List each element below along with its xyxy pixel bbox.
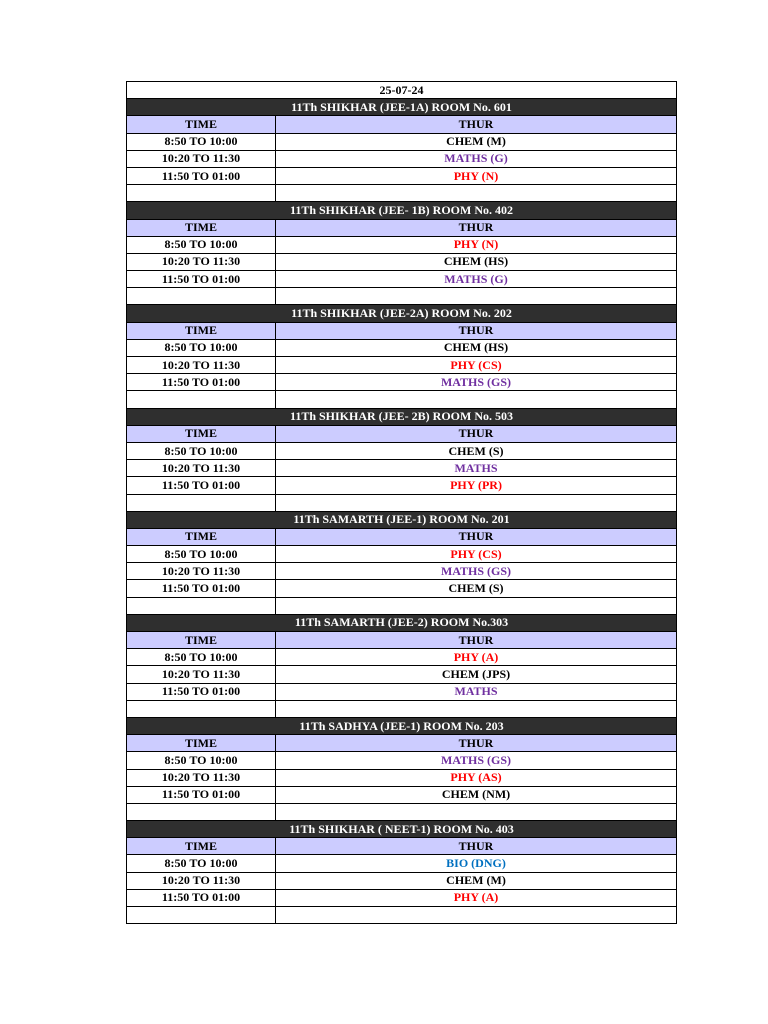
subject-cell: CHEM (S) bbox=[276, 580, 677, 597]
time-cell: 11:50 TO 01:00 bbox=[127, 580, 276, 597]
day-column-header: THUR bbox=[276, 735, 677, 752]
time-column-header: TIME bbox=[127, 425, 276, 442]
time-cell: 10:20 TO 11:30 bbox=[127, 357, 276, 374]
table-row bbox=[127, 339, 677, 356]
time-cell: 11:50 TO 01:00 bbox=[127, 374, 276, 391]
column-header-row bbox=[127, 322, 677, 339]
table-row bbox=[127, 752, 677, 769]
spacer-row bbox=[127, 700, 677, 717]
table-row bbox=[127, 683, 677, 700]
time-cell: 11:50 TO 01:00 bbox=[127, 889, 276, 906]
subject-cell: PHY (CS) bbox=[276, 546, 677, 563]
subject-cell: MATHS (G) bbox=[276, 271, 677, 288]
subject-cell: PHY (PR) bbox=[276, 477, 677, 494]
section-title: 11Th SHIKHAR ( NEET-1) ROOM No. 403 bbox=[127, 821, 677, 838]
section-header-row bbox=[127, 511, 677, 528]
time-cell: 8:50 TO 10:00 bbox=[127, 649, 276, 666]
section-title: 11Th SHIKHAR (JEE- 2B) ROOM No. 503 bbox=[127, 408, 677, 425]
time-cell: 10:20 TO 11:30 bbox=[127, 872, 276, 889]
time-cell: 10:20 TO 11:30 bbox=[127, 460, 276, 477]
time-cell: 10:20 TO 11:30 bbox=[127, 563, 276, 580]
column-header-row bbox=[127, 116, 677, 133]
table-row bbox=[127, 236, 677, 253]
table-row bbox=[127, 889, 677, 906]
empty-cell bbox=[127, 185, 276, 202]
subject-cell: MATHS bbox=[276, 460, 677, 477]
subject-cell: PHY (AS) bbox=[276, 769, 677, 786]
time-column-header: TIME bbox=[127, 838, 276, 855]
date-cell: 25-07-24 bbox=[127, 82, 677, 99]
section-header-row bbox=[127, 408, 677, 425]
empty-cell bbox=[276, 494, 677, 511]
table-row bbox=[127, 460, 677, 477]
subject-cell: PHY (CS) bbox=[276, 357, 677, 374]
subject-cell: CHEM (HS) bbox=[276, 339, 677, 356]
table-row bbox=[127, 374, 677, 391]
table-row bbox=[127, 649, 677, 666]
subject-cell: MATHS (GS) bbox=[276, 563, 677, 580]
spacer-row bbox=[127, 185, 677, 202]
day-column-header: THUR bbox=[276, 322, 677, 339]
time-column-header: TIME bbox=[127, 528, 276, 545]
column-header-row bbox=[127, 632, 677, 649]
section-header-row bbox=[127, 717, 677, 734]
table-row bbox=[127, 253, 677, 270]
time-cell: 11:50 TO 01:00 bbox=[127, 477, 276, 494]
empty-cell bbox=[276, 288, 677, 305]
table-row bbox=[127, 872, 677, 889]
subject-cell: CHEM (HS) bbox=[276, 253, 677, 270]
subject-cell: CHEM (JPS) bbox=[276, 666, 677, 683]
subject-cell: MATHS bbox=[276, 683, 677, 700]
time-cell: 8:50 TO 10:00 bbox=[127, 752, 276, 769]
subject-cell: CHEM (M) bbox=[276, 872, 677, 889]
time-column-header: TIME bbox=[127, 116, 276, 133]
table-row bbox=[127, 666, 677, 683]
subject-cell: MATHS (GS) bbox=[276, 752, 677, 769]
time-cell: 10:20 TO 11:30 bbox=[127, 666, 276, 683]
subject-cell: CHEM (S) bbox=[276, 442, 677, 459]
day-column-header: THUR bbox=[276, 425, 677, 442]
time-cell: 8:50 TO 10:00 bbox=[127, 133, 276, 150]
table-row bbox=[127, 563, 677, 580]
time-cell: 11:50 TO 01:00 bbox=[127, 167, 276, 184]
empty-cell bbox=[276, 185, 677, 202]
spacer-row bbox=[127, 597, 677, 614]
subject-cell: CHEM (M) bbox=[276, 133, 677, 150]
spacer-row bbox=[127, 288, 677, 305]
section-header-row bbox=[127, 821, 677, 838]
spacer-row bbox=[127, 907, 677, 924]
time-column-header: TIME bbox=[127, 219, 276, 236]
section-title: 11Th SADHYA (JEE-1) ROOM No. 203 bbox=[127, 717, 677, 734]
day-column-header: THUR bbox=[276, 632, 677, 649]
section-header-row bbox=[127, 614, 677, 631]
column-header-row bbox=[127, 219, 677, 236]
table-row bbox=[127, 442, 677, 459]
empty-cell bbox=[127, 288, 276, 305]
time-cell: 10:20 TO 11:30 bbox=[127, 253, 276, 270]
empty-cell bbox=[127, 803, 276, 820]
subject-cell: BIO (DNG) bbox=[276, 855, 677, 872]
time-cell: 8:50 TO 10:00 bbox=[127, 442, 276, 459]
section-header-row bbox=[127, 305, 677, 322]
spacer-row bbox=[127, 391, 677, 408]
time-cell: 10:20 TO 11:30 bbox=[127, 769, 276, 786]
section-title: 11Th SHIKHAR (JEE-1A) ROOM No. 601 bbox=[127, 99, 677, 116]
subject-cell: PHY (N) bbox=[276, 167, 677, 184]
day-column-header: THUR bbox=[276, 219, 677, 236]
table-row bbox=[127, 133, 677, 150]
empty-cell bbox=[127, 907, 276, 924]
column-header-row bbox=[127, 528, 677, 545]
time-cell: 8:50 TO 10:00 bbox=[127, 236, 276, 253]
empty-cell bbox=[127, 391, 276, 408]
timetable bbox=[126, 81, 677, 924]
day-column-header: THUR bbox=[276, 116, 677, 133]
time-column-header: TIME bbox=[127, 735, 276, 752]
table-row bbox=[127, 477, 677, 494]
time-cell: 11:50 TO 01:00 bbox=[127, 683, 276, 700]
subject-cell: CHEM (NM) bbox=[276, 786, 677, 803]
subject-cell: MATHS (GS) bbox=[276, 374, 677, 391]
subject-cell: PHY (A) bbox=[276, 649, 677, 666]
time-column-header: TIME bbox=[127, 632, 276, 649]
empty-cell bbox=[127, 700, 276, 717]
empty-cell bbox=[127, 597, 276, 614]
day-column-header: THUR bbox=[276, 528, 677, 545]
table-row bbox=[127, 786, 677, 803]
date-row bbox=[127, 82, 677, 99]
timetable-body bbox=[127, 82, 677, 924]
section-title: 11Th SHIKHAR (JEE- 1B) ROOM No. 402 bbox=[127, 202, 677, 219]
subject-cell: PHY (N) bbox=[276, 236, 677, 253]
time-cell: 11:50 TO 01:00 bbox=[127, 271, 276, 288]
time-cell: 8:50 TO 10:00 bbox=[127, 339, 276, 356]
column-header-row bbox=[127, 735, 677, 752]
section-title: 11Th SHIKHAR (JEE-2A) ROOM No. 202 bbox=[127, 305, 677, 322]
empty-cell bbox=[276, 391, 677, 408]
table-row bbox=[127, 357, 677, 374]
empty-cell bbox=[276, 907, 677, 924]
section-header-row bbox=[127, 202, 677, 219]
table-row bbox=[127, 271, 677, 288]
table-row bbox=[127, 769, 677, 786]
section-header-row bbox=[127, 99, 677, 116]
empty-cell bbox=[276, 803, 677, 820]
column-header-row bbox=[127, 838, 677, 855]
section-title: 11Th SAMARTH (JEE-2) ROOM No.303 bbox=[127, 614, 677, 631]
empty-cell bbox=[276, 597, 677, 614]
time-cell: 8:50 TO 10:00 bbox=[127, 855, 276, 872]
time-column-header: TIME bbox=[127, 322, 276, 339]
time-cell: 11:50 TO 01:00 bbox=[127, 786, 276, 803]
time-cell: 8:50 TO 10:00 bbox=[127, 546, 276, 563]
day-column-header: THUR bbox=[276, 838, 677, 855]
table-row bbox=[127, 150, 677, 167]
time-cell: 10:20 TO 11:30 bbox=[127, 150, 276, 167]
section-title: 11Th SAMARTH (JEE-1) ROOM No. 201 bbox=[127, 511, 677, 528]
empty-cell bbox=[276, 700, 677, 717]
subject-cell: PHY (A) bbox=[276, 889, 677, 906]
table-row bbox=[127, 167, 677, 184]
spacer-row bbox=[127, 494, 677, 511]
column-header-row bbox=[127, 425, 677, 442]
table-row bbox=[127, 546, 677, 563]
empty-cell bbox=[127, 494, 276, 511]
table-row bbox=[127, 855, 677, 872]
subject-cell: MATHS (G) bbox=[276, 150, 677, 167]
spacer-row bbox=[127, 803, 677, 820]
table-row bbox=[127, 580, 677, 597]
